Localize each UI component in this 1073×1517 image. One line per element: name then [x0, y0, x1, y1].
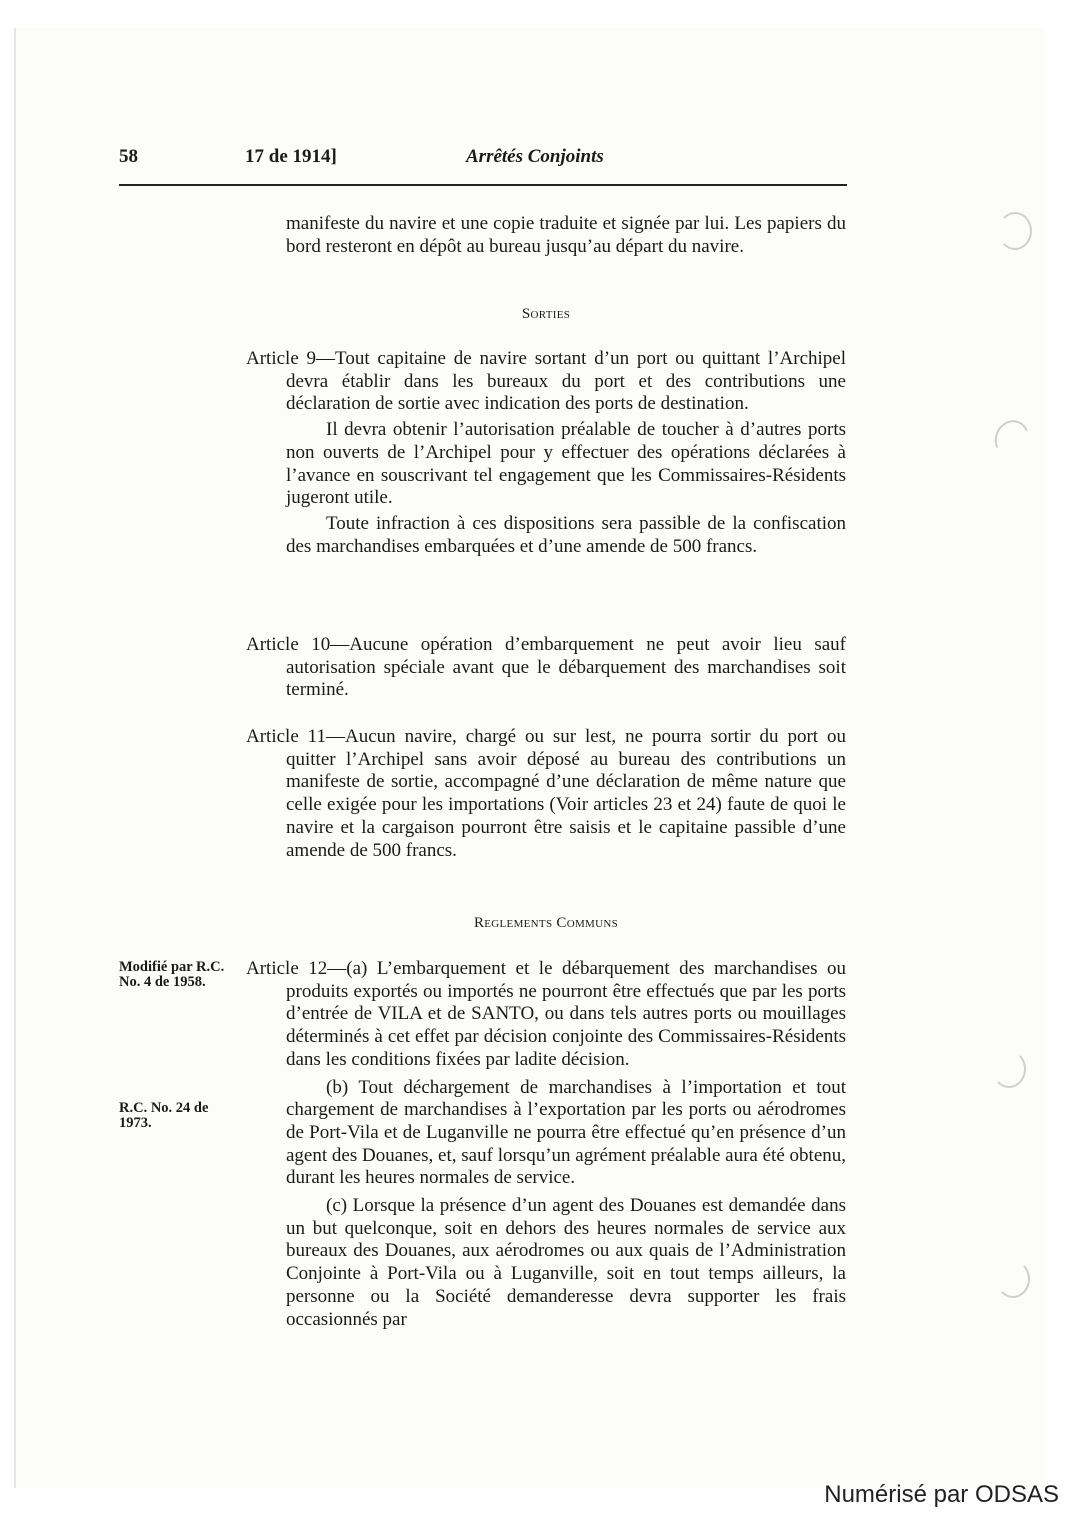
- binder-hole-mark: [996, 1260, 1030, 1298]
- top-text: manifeste du navire et une copie traduite et signée par lui. Les papiers du bord resteront en dépôt au bureau jusqu’au départ du navire.: [286, 213, 846, 257]
- margin-note: R.C. No. 24 de 1973.: [119, 1100, 209, 1131]
- article-12-paragraph: (b) Tout déchargement de marchandises à l’importation et tout chargement de marchandises à l’exportation par les ports ou aérodromes de Port-Vila et de Luganville ne pourra être effectué qu’en présence d’un agent des Douanes, et, sauf lorsqu’un agrément préalable aura été obtenu, durant les heures normales de service.: [286, 1076, 846, 1189]
- binder-hole-mark: [992, 1050, 1026, 1088]
- article-12-paragraph: Article 12—(a) L’embarquement et le débarquement des marchandises ou produits exportés ou importés ne pourront être effectués que par les ports d’entrée de VILA et de SANTO, ou dans tels autres ports ou mouillages déterminés à cet effet par décision conjointe des Commissaires-Résidents dans les conditions fixées par ladite décision.: [246, 958, 846, 1070]
- article-9-paragraph: Article 9—Tout capitaine de navire sortant d’un port ou quittant l’Archipel devra établir dans les bureaux du port et des contributions une déclaration de sortie avec indication des ports de destination.: [246, 348, 846, 415]
- digitization-watermark: Numérisé par ODSAS: [824, 1481, 1059, 1508]
- article-10-paragraph: Article 10—Aucune opération d’embarquement ne peut avoir lieu sauf autorisation spéciale avant que le débarquement des marchandises soit terminé.: [246, 634, 846, 701]
- article-10: [246, 634, 846, 702]
- page-header: [119, 144, 847, 186]
- article-11: [246, 726, 846, 862]
- section-heading-reglements: Reglements Communs: [473, 915, 619, 931]
- page-title: Arrêtés Conjoints: [466, 146, 604, 167]
- article-9: [246, 348, 846, 558]
- article-12-paragraph: (c) Lorsque la présence d’un agent des Douanes est demandée dans un but quelconque, soit en dehors des heures normales de service aux bureaux des Douanes, aux aérodromes ou aux quais de l’Administration Conjointe à Port-Vila ou à Luganville, soit en tout temps ailleurs, la personne ou la Société demanderesse devra supporter les frais occasionnés par: [286, 1195, 846, 1330]
- continuation-paragraph: [246, 213, 846, 258]
- article-12: [246, 958, 846, 1331]
- article-9-paragraph: Il devra obtenir l’autorisation préalable de toucher à d’autres ports non ouverts de l’Archipel pour y effectuer des opérations déclarées à l’avance en souscrivant tel engagement que les Commissaires-Résidents jugeront utile.: [286, 419, 846, 509]
- running-head: 17 de 1914]: [245, 146, 337, 167]
- article-9-paragraph: Toute infraction à ces dispositions sera passible de la confiscation des marchandises embarquées et d’une amende de 500 francs.: [286, 512, 846, 557]
- section-heading-sorties: Sorties: [521, 306, 571, 322]
- margin-note: Modifié par R.C. No. 4 de 1958.: [119, 959, 225, 990]
- article-11-paragraph: Article 11—Aucun navire, chargé ou sur lest, ne pourra sortir du port ou quitter l’Archipel sans avoir déposé au bureau des contributions un manifeste de sortie, accompagné d’une déclaration de même nature que celle exigée pour les importations (Voir articles 23 et 24) faute de quoi le navire et la cargaison pourront être saisis et le capitaine passible d’une amende de 500 francs.: [246, 726, 846, 861]
- binder-hole-mark: [998, 212, 1032, 250]
- page-number: 58: [119, 146, 138, 167]
